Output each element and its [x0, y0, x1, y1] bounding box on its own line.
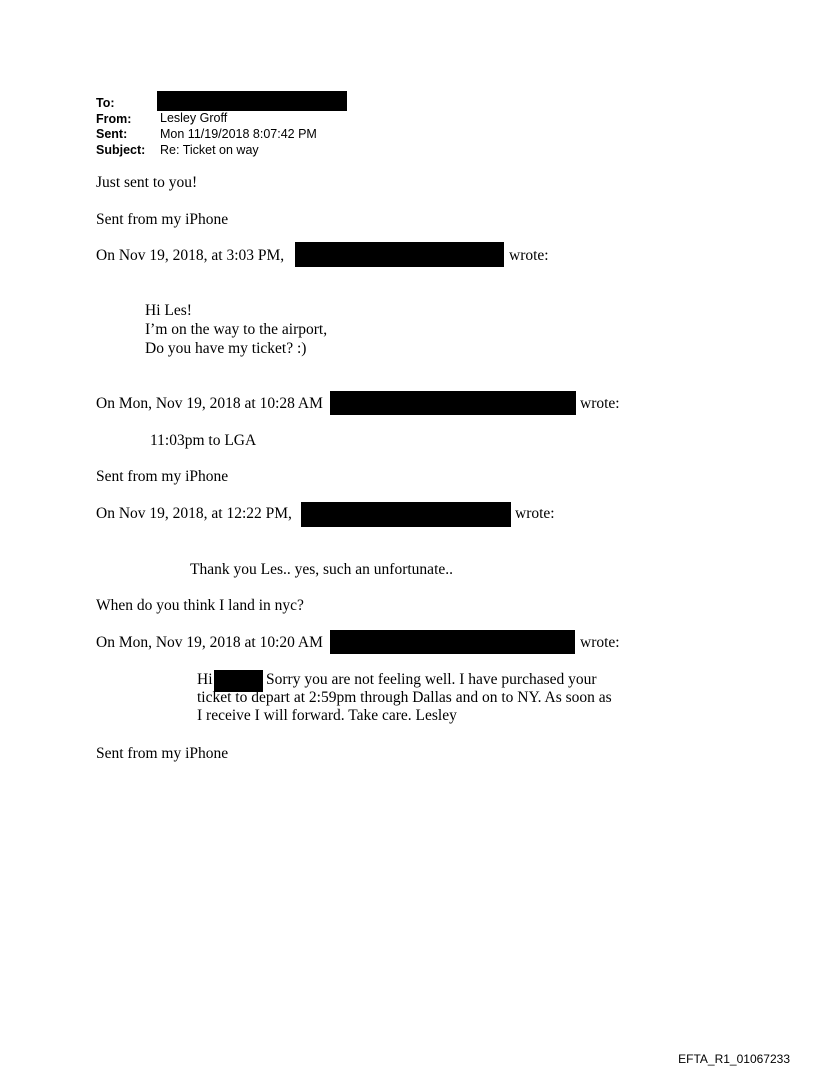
reply-text: Just sent to you!: [96, 174, 198, 191]
quote-header-2: On Mon, Nov 19, 2018 at 10:28 AM: [96, 395, 323, 412]
sent-label: Sent:: [96, 127, 128, 141]
signature: Sent from my iPhone: [96, 211, 229, 228]
redaction-sender-4: [330, 630, 575, 654]
sent-value: Mon 11/19/2018 8:07:42 PM: [160, 127, 317, 141]
message-line: When do you think I land in nyc?: [96, 597, 304, 614]
redaction-sender-2: [330, 391, 576, 415]
redaction-sender-1: [295, 242, 504, 267]
subject-label: Subject:: [96, 143, 146, 157]
from-label: From:: [96, 112, 132, 126]
redaction-sender-3: [301, 502, 511, 527]
signature: Sent from my iPhone: [96, 745, 229, 762]
to-label: To:: [96, 96, 115, 110]
message-line: Thank you Les.. yes, such an unfortunate..: [190, 561, 454, 578]
email-header: [0, 96, 816, 160]
quote-header-4: On Mon, Nov 19, 2018 at 10:20 AM: [96, 634, 323, 651]
quote-header-2-wrote: wrote:: [580, 395, 620, 412]
quote-header-3-wrote: wrote:: [515, 505, 555, 522]
from-value: Lesley Groff: [160, 111, 228, 125]
subject-value: Re: Ticket on way: [160, 143, 259, 157]
message-line: Do you have my ticket? :): [145, 340, 307, 357]
signature: Sent from my iPhone: [96, 468, 229, 485]
document-id: EFTA_R1_01067233: [678, 1052, 790, 1066]
message-line: ticket to depart at 2:59pm through Dallas and on to NY. As soon as: [197, 689, 612, 706]
flight-time: 11:03pm to LGA: [150, 432, 257, 449]
message-line: Sorry you are not feeling well. I have purchased your: [266, 671, 597, 688]
quote-header-1: On Nov 19, 2018, at 3:03 PM,: [96, 247, 285, 264]
quote-header-4-wrote: wrote:: [580, 634, 620, 651]
quote-header-1-wrote: wrote:: [509, 247, 549, 264]
message-greeting: Hi: [197, 671, 213, 688]
message-line: I’m on the way to the airport,: [145, 321, 328, 338]
message-line: I receive I will forward. Take care. Lesley: [197, 707, 457, 724]
message-line: Hi Les!: [145, 302, 192, 319]
quote-header-3: On Nov 19, 2018, at 12:22 PM,: [96, 505, 292, 522]
